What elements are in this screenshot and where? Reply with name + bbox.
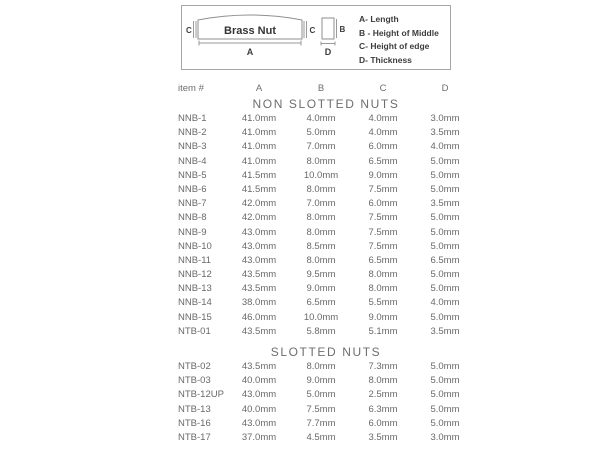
column-header-cell: D xyxy=(441,83,449,94)
legend-item: A- Length xyxy=(359,14,399,24)
table-row xyxy=(176,388,476,402)
table-cell: 7.5mm xyxy=(368,240,398,252)
table-cell: 6.5mm xyxy=(306,297,336,309)
table-row xyxy=(176,112,476,126)
dim-label-a: A xyxy=(246,47,254,57)
table-cell: 41.0mm xyxy=(241,127,277,139)
table-cell: 41.0mm xyxy=(241,155,277,167)
table-cell: NNB-12 xyxy=(178,269,212,281)
table-cell: 4.0mm xyxy=(430,297,460,309)
table-cell: 3.5mm xyxy=(430,198,460,210)
table-cell: 43.0mm xyxy=(241,254,277,266)
section-title: SLOTTED NUTS xyxy=(270,345,382,359)
table-cell: NNB-1 xyxy=(178,113,207,124)
table-row xyxy=(176,211,476,225)
table-cell: NNB-3 xyxy=(178,141,207,153)
table-cell: NTB-13 xyxy=(178,403,211,415)
table-cell: 5.0mm xyxy=(430,375,460,387)
table-cell: 43.0mm xyxy=(241,226,277,238)
legend-item: B - Height of Middle xyxy=(359,27,439,38)
table-cell: 41.5mm xyxy=(241,169,277,181)
table-cell: 8.0mm xyxy=(368,375,398,387)
table-cell: 5.0mm xyxy=(430,240,460,252)
table-cell: NNB-5 xyxy=(178,169,207,181)
table-row xyxy=(176,155,476,169)
table-cell: 3.5mm xyxy=(430,127,460,139)
dim-label-c-right: C xyxy=(309,26,316,35)
table-cell: 5.8mm xyxy=(306,325,336,337)
table-cell: 42.0mm xyxy=(241,212,277,224)
table-cell: NTB-16 xyxy=(178,417,211,429)
table-cell: 43.0mm xyxy=(241,240,277,252)
table-cell: 5.0mm xyxy=(430,283,460,295)
table-cell: 5.5mm xyxy=(368,297,398,309)
table-row xyxy=(176,183,476,197)
table-cell: NNB-14 xyxy=(178,297,212,309)
table-row xyxy=(176,360,476,374)
table-cell: 41.0mm xyxy=(241,113,277,124)
column-header-cell: B xyxy=(317,83,325,94)
table-cell: 6.0mm xyxy=(368,417,398,429)
table-cell: 3.0mm xyxy=(430,113,460,124)
nut-side-view-shape xyxy=(322,18,334,39)
table-cell: 7.7mm xyxy=(306,417,336,429)
table-cell: 5.0mm xyxy=(306,389,336,401)
table-cell: NNB-7 xyxy=(178,198,207,210)
table-cell: 5.0mm xyxy=(430,361,460,372)
table-cell: 43.5mm xyxy=(241,361,277,372)
table-row xyxy=(176,140,476,154)
table-cell: 40.0mm xyxy=(241,375,277,387)
table-cell: 3.5mm xyxy=(430,325,460,337)
table-cell: 5.0mm xyxy=(430,169,460,181)
column-header-cell: A xyxy=(255,83,263,94)
table-row xyxy=(176,197,476,211)
table-cell: NNB-9 xyxy=(178,226,207,238)
table-cell: NNB-4 xyxy=(178,155,207,167)
table-row xyxy=(176,240,476,254)
table-cell: 8.0mm xyxy=(368,269,398,281)
table-cell: NNB-11 xyxy=(178,254,212,266)
table-row xyxy=(176,431,476,445)
table-row xyxy=(176,169,476,183)
table-cell: 5.0mm xyxy=(430,389,460,401)
table-cell: NTB-17 xyxy=(178,431,211,443)
table-cell: 8.5mm xyxy=(306,240,336,252)
dim-label-b: B xyxy=(339,25,346,34)
table-cell: NNB-15 xyxy=(178,311,212,323)
table-row xyxy=(176,325,476,339)
table-cell: 6.3mm xyxy=(368,403,398,415)
table-row xyxy=(176,311,476,325)
table-cell: 3.5mm xyxy=(368,431,398,443)
table-row xyxy=(176,296,476,310)
table-cell: 41.5mm xyxy=(241,183,277,195)
dim-line-d xyxy=(321,42,335,46)
table-cell: 8.0mm xyxy=(306,361,336,372)
table-body xyxy=(176,96,476,445)
table-cell: 9.0mm xyxy=(306,375,336,387)
column-header-cell: C xyxy=(379,83,387,94)
table-cell: 6.0mm xyxy=(368,141,398,153)
table-cell: NNB-13 xyxy=(178,283,212,295)
nut-diagram-box xyxy=(181,5,451,70)
dim-label-c-left: C xyxy=(186,26,192,35)
table-cell: 8.0mm xyxy=(306,254,336,266)
dim-line-a xyxy=(199,41,301,46)
table-cell: 43.5mm xyxy=(241,283,277,295)
table-cell: 5.0mm xyxy=(430,226,460,238)
table-cell: 4.0mm xyxy=(430,141,460,153)
table-cell: 6.0mm xyxy=(368,198,398,210)
table-cell: 5.0mm xyxy=(430,212,460,224)
table-cell: 2.5mm xyxy=(368,389,398,401)
table-cell: 43.0mm xyxy=(241,389,277,401)
table-cell: 5.0mm xyxy=(430,417,460,429)
table-cell: 9.5mm xyxy=(306,269,336,281)
table-cell: 42.0mm xyxy=(241,198,277,210)
table-cell: 5.0mm xyxy=(306,127,336,139)
table-row xyxy=(176,226,476,240)
table-cell: 6.5mm xyxy=(368,254,398,266)
nut-title: Brass Nut xyxy=(224,25,276,37)
dim-ticks-c-left xyxy=(194,21,197,38)
dim-label-d: D xyxy=(324,47,332,57)
table-cell: 4.0mm xyxy=(368,127,398,139)
table-cell: 6.5mm xyxy=(430,254,460,266)
legend-item: C- Height of edge xyxy=(359,41,430,51)
table-row xyxy=(176,417,476,431)
table-cell: NNB-8 xyxy=(178,212,207,224)
table-row xyxy=(176,374,476,388)
table-cell: 7.0mm xyxy=(306,141,336,153)
table-cell: 6.5mm xyxy=(368,155,398,167)
table-cell: 10.0mm xyxy=(303,169,339,181)
table-cell: 7.5mm xyxy=(306,403,336,415)
legend-item: D- Thickness xyxy=(359,54,412,65)
column-header-cell: item # xyxy=(178,83,204,94)
table-cell: 43.5mm xyxy=(241,325,277,337)
table-cell: 37.0mm xyxy=(241,431,277,443)
table-cell: 8.0mm xyxy=(306,212,336,224)
table-cell: NNB-2 xyxy=(178,127,207,139)
table-cell: 5.1mm xyxy=(368,325,398,337)
table-cell: 5.0mm xyxy=(430,311,460,323)
table-cell: 40.0mm xyxy=(241,403,277,415)
table-cell: NNB-6 xyxy=(178,183,207,195)
table-cell: NTB-02 xyxy=(178,361,211,372)
legend xyxy=(359,15,449,65)
table-cell: 9.0mm xyxy=(306,283,336,295)
table-cell: 4.0mm xyxy=(368,113,398,124)
table-header-row xyxy=(176,81,476,96)
table-cell: 7.5mm xyxy=(368,183,398,195)
table-cell: 5.0mm xyxy=(430,155,460,167)
table-cell: 7.0mm xyxy=(306,198,336,210)
table-cell: 43.5mm xyxy=(241,269,277,281)
table-cell: 9.0mm xyxy=(368,169,398,181)
table-cell: 3.0mm xyxy=(430,431,460,443)
table-row xyxy=(176,254,476,268)
table-cell: 8.0mm xyxy=(368,283,398,295)
table-cell: 7.3mm xyxy=(368,361,398,372)
table-cell: 5.0mm xyxy=(430,403,460,415)
table-row xyxy=(176,126,476,140)
table-cell: 10.0mm xyxy=(303,311,339,323)
table-cell: 8.0mm xyxy=(306,226,336,238)
table-cell: NTB-03 xyxy=(178,375,211,387)
table-cell: 38.0mm xyxy=(241,297,277,309)
table-cell: 4.5mm xyxy=(306,431,336,443)
table-cell: 5.0mm xyxy=(430,183,460,195)
table-cell: 8.0mm xyxy=(306,155,336,167)
dim-ticks-c-right xyxy=(304,21,307,38)
table-cell: 7.5mm xyxy=(368,226,398,238)
table-row xyxy=(176,282,476,296)
section-title: NON SLOTTED NUTS xyxy=(252,97,400,111)
table-cell: 9.0mm xyxy=(368,311,398,323)
table-cell: NNB-10 xyxy=(178,240,212,252)
table-cell: 5.0mm xyxy=(430,269,460,281)
table-cell: 46.0mm xyxy=(241,311,277,323)
table-row xyxy=(176,403,476,417)
table-cell: 7.5mm xyxy=(368,212,398,224)
table-cell: 41.0mm xyxy=(241,141,277,153)
table-cell: 43.0mm xyxy=(241,417,277,429)
table-row xyxy=(176,268,476,282)
table-cell: 4.0mm xyxy=(306,113,336,124)
table-cell: NTB-01 xyxy=(178,325,211,337)
table-cell: 8.0mm xyxy=(306,183,336,195)
table-cell: NTB-12UP xyxy=(178,389,224,401)
spec-table xyxy=(176,81,476,445)
